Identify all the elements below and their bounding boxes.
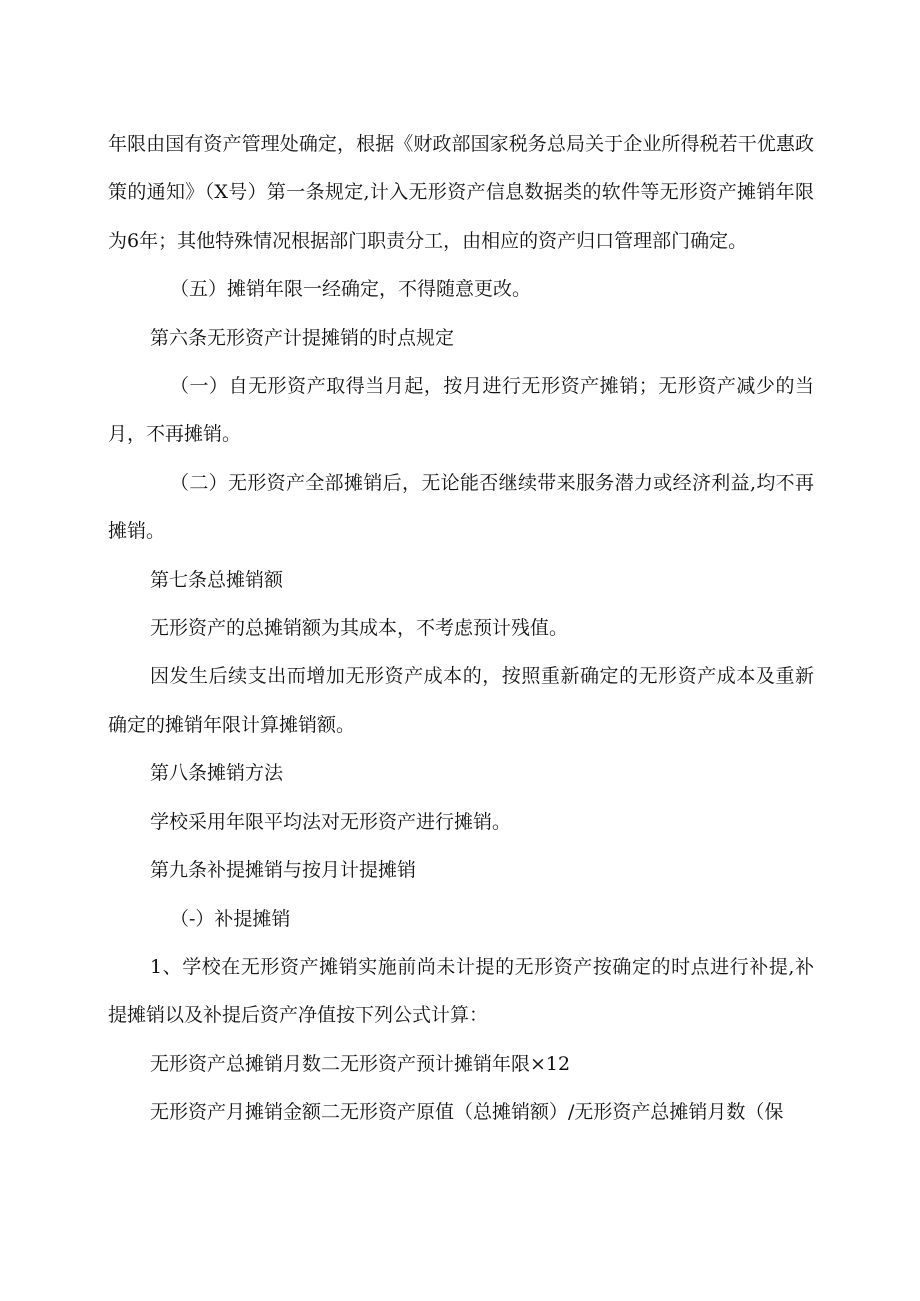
formula-monthly-amount: 无形资产月摊销金额二无形资产原值（总摊销额）/无形资产总摊销月数（保 <box>150 1101 784 1124</box>
article-seven-heading: 第七条总摊销额 <box>150 568 284 591</box>
article-nine-heading: 第九条补提摊销与按月计提摊销 <box>150 859 417 882</box>
article-six-heading: 第六条无形资产计提摊销的时点规定 <box>150 326 455 349</box>
paragraph-item-two: （二）无形资产全部摊销后，无论能否继续带来服务潜力或经济利益,均不再摊销。 <box>108 471 814 543</box>
paragraph-item-one: （一）自无形资产取得当月起，按月进行无形资产摊销；无形资产减少的当月，不再摊销。 <box>108 375 814 446</box>
formula-total-months: 无形资产总摊销月数二无形资产预计摊销年限×12 <box>150 1052 571 1075</box>
paragraph-amortization-term-continued: 年限由国有资产管理处确定，根据《财政部国家税务总局关于企业所得税若干优惠政策的通知》（X号）第一条规定,计入无形资产信息数据类的软件等无形资产摊销年限为6年；其他特殊情况根据部门职责分工，由相应的资产归口管理部门确定。 <box>108 133 814 252</box>
paragraph-subsequent-expenditure: 因发生后续支出而增加无形资产成本的，按照重新确定的无形资产成本及重新确定的摊销年限计算摊销额。 <box>108 665 814 736</box>
paragraph-amortization-method: 学校采用年限平均法对无形资产进行摊销。 <box>150 810 512 833</box>
paragraph-total-amortization: 无形资产的总摊销额为其成本，不考虑预计残值。 <box>150 617 569 640</box>
paragraph-item-five: （五）摊销年限一经确定，不得随意更改。 <box>170 278 532 301</box>
paragraph-supplementary-rule: 1、学校在无形资产摊销实施前尚未计提的无形资产按确定的时点进行补提,补提摊销以及补提后资产净值按下列公式计算： <box>108 955 814 1027</box>
document-body <box>108 120 814 1137</box>
article-eight-heading: 第八条摊销方法 <box>150 762 284 785</box>
paragraph-supplementary-amortization-heading: （-）补提摊销 <box>170 907 291 930</box>
